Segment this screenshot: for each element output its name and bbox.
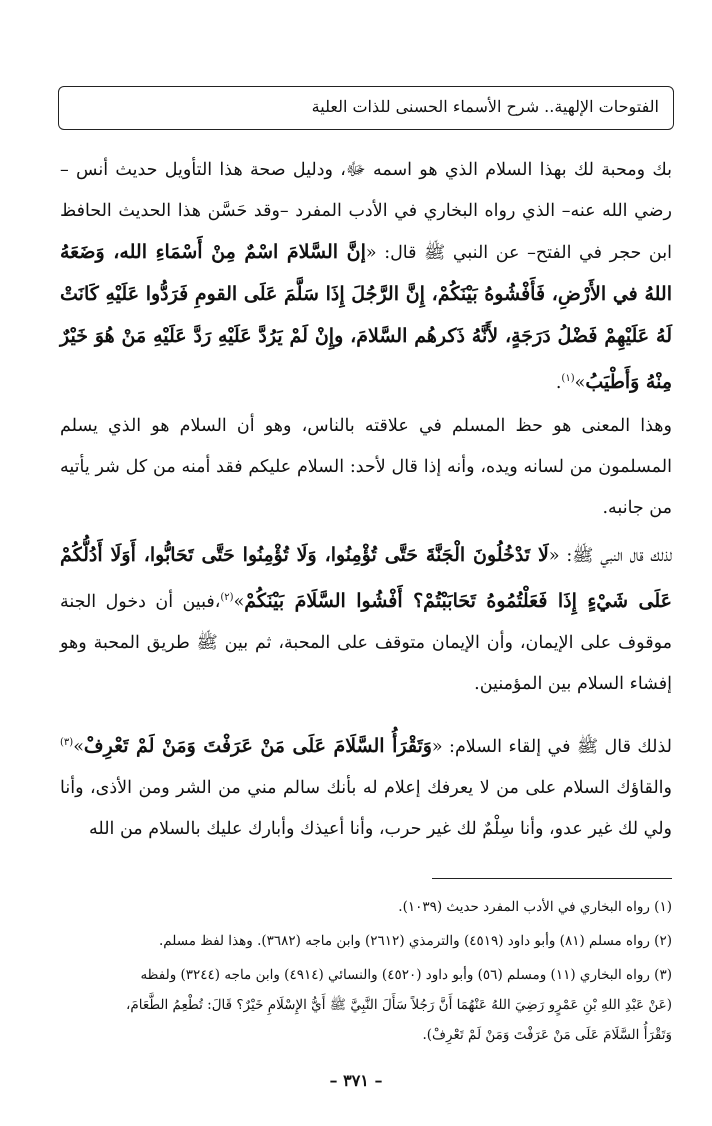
quote-close-1: » <box>574 372 586 393</box>
footnote-ref-3: (٣) <box>60 737 74 748</box>
paragraph-1 <box>60 150 672 404</box>
footnote-1: (١) رواه البخاري في الأدب المفرد حديث (١٠٣٩). <box>398 899 672 915</box>
footnote-3-line-2: (عَنْ عَبْدِ اللهِ بْنِ عَمْرٍو رَضِيَ اللهُ عَنْهُمَا أَنَّ رَجُلاً سَأَلَ النَّبِيَّ ﷺ أَيُّ الإِسْلَامِ خَيْرٌ؟ قَالَ: تُطْعِمُ الطَّعَامَ، <box>125 997 672 1013</box>
footnote-2: (٢) رواه مسلم (٨١) وأبو داود (٤٥١٩) والترمذي (٢٦١٢) وابن ماجه (٣٦٨٢). وهذا لفظ مسلم. <box>158 933 672 949</box>
paragraph-2 <box>60 406 672 529</box>
paragraph-3-text: لذلك قال النبي ﷺ: « <box>548 546 672 566</box>
quote-close-2: » <box>233 591 245 612</box>
paragraph-4-text: لذلك قال ﷺ في إلقاء السلام: « <box>431 736 672 757</box>
paragraph-4 <box>60 722 672 850</box>
running-header <box>58 86 674 130</box>
hadith-quote-2: لَا تَدْخُلُونَ الْجَنَّةَ حَتَّى تُؤْمِنُوا، وَلَا تُؤْمِنُوا حَتَّى تَحَابُّوا، أَوَلَا أَدُلُّكُمْ عَلَى شَيْءٍ إِذَا فَعَلْتُمُوهُ تَحَابَبْتُمْ؟ أَفْشُوا السَّلَامَ بَيْنَكُمْ <box>60 544 672 612</box>
footnote-ref-2: (٢) <box>220 592 234 603</box>
footnote-3-line-1: (٣) رواه البخاري (١١) ومسلم (٥٦) وأبو داود (٤٥٢٠) والنسائي (٤٩١٤) وابن ماجه (٣٢٤٤) ولفظه <box>140 967 672 983</box>
page-number: – ٣٧١ – <box>329 1071 383 1090</box>
paragraph-4-rest: والقاؤك السلام على من لا يعرفك إعلام له بأنك سالم مني من الشر ومن الأذى، وأنا ولي لك غير عدو، وأنا سِلْمٌ لك غير حرب، وأنا أعيذك وأبارك عليك بالسلام من الله <box>60 777 672 839</box>
footnote-ref-1: (١) <box>561 373 575 384</box>
hadith-quote-1: إنَّ السَّلامَ اسْمٌ مِنْ أَسْمَاءِ الله، وَضَعَهُ اللهُ في الأَرْضِ، فَأَفْشُوهُ بَيْنَكُمْ، إِنَّ الرَّجُلَ إِذَا سَلَّمَ عَلَى القومِ فَرَدُّوا عَلَيْهِ كَانَتْ لَهُ عَلَيْهِمْ فَضْلُ دَرَجَةٍ، لأَنَّهُ ذَكرهُم السَّلامَ، وإِنْ لَمْ يَرُدَّ عَلَيْهِ رَدَّ عَلَيْهِ مَنْ هُوَ خَيْرٌ مِنْهُ وَأَطْيَبُ <box>60 241 672 393</box>
paragraph-3-rest: ،فبين أن دخول الجنة موقوف على الإيمان، وأن الإيمان متوقف على المحبة، ثم بين ﷺ طريق المحبة وهو إفشاء السلام بين المؤمنين. <box>60 591 672 694</box>
paragraph-1-end: . <box>555 372 562 393</box>
footnote-divider <box>432 878 672 879</box>
header-title: الفتوحات الإلهية.. شرح الأسماء الحسنى للذات العلية <box>311 97 659 116</box>
paragraph-1-text: بك ومحبة لك بهذا السلام الذي هو اسمه ﷻ، ودليل صحة هذا التأويل حديث أنس – رضي الله عنه– الذي رواه البخاري في الأدب المفرد –وقد حَسَّن هذا الحديث الحافظ ابن حجر في الفتح– عن النبي ﷺ قال: « <box>60 160 672 263</box>
quote-close-3: » <box>73 736 84 757</box>
paragraph-2-text: وهذا المعنى هو حظ المسلم في علاقته بالناس، وهو أن السلام هو الذي يسلم المسلمون من لسانه ويده، وأنه إذا قال لأحد: السلام عليكم فقد أمنه من كل شر يأتيه من جانبه. <box>60 416 672 518</box>
hadith-quote-3: وَتَقْرَأُ السَّلَامَ عَلَى مَنْ عَرَفْتَ وَمَنْ لَمْ تَعْرِفْ <box>83 734 432 757</box>
paragraph-3 <box>60 535 672 705</box>
footnote-3-line-3: وَتَقْرَأُ السَّلَامَ عَلَى مَنْ عَرَفْتَ وَمَنْ لَمْ تَعْرِفْ). <box>422 1027 672 1043</box>
